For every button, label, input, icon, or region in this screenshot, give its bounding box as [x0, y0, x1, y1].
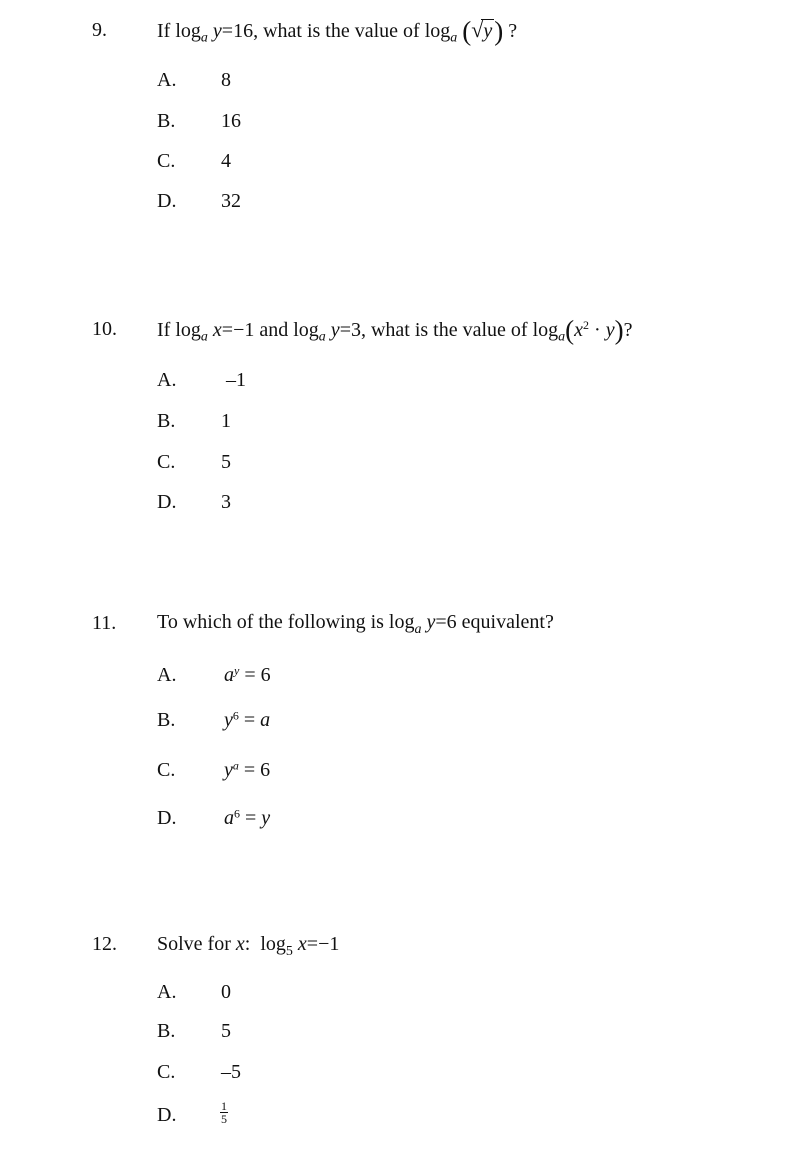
q10-choice-b-value: 1: [221, 410, 231, 432]
q9-choice-c-value: 4: [221, 150, 231, 172]
q10-choice-d-value: 3: [221, 491, 231, 513]
q12-choice-b-label[interactable]: B.: [157, 1020, 176, 1042]
q11-choice-d-value: $a^6 = y$: [224, 806, 271, 829]
q10-choice-b-label[interactable]: B.: [157, 410, 176, 432]
question-10-stem: If $\log_a x=-1$ and $\log_a y=3$, what is the value of $\log_a(x^2 \cdot y)$?: [157, 315, 633, 345]
q12-choice-a-value: 0: [221, 981, 231, 1003]
question-10-number: 10.: [92, 318, 117, 340]
question-11-stem: To which of the following is $\log_a y=6$ equivalent?: [157, 611, 554, 637]
q9-choice-b-value: 16: [221, 110, 241, 132]
q11-choice-a-value: $a^y = 6$: [224, 663, 271, 686]
q10-choice-a-value: –1: [226, 369, 246, 391]
q11-choice-b-label[interactable]: B.: [157, 709, 176, 731]
q9-choice-a-value: 8: [221, 69, 231, 91]
q12-choice-d-value: [220, 1100, 228, 1125]
q12-choice-c-value: –5: [221, 1061, 241, 1083]
q12-choice-a-label[interactable]: A.: [157, 981, 177, 1003]
q11-choice-d-label[interactable]: D.: [157, 807, 177, 829]
question-9-stem: If $\log_a y=16$, what is the value of $\log_a (√y)$ ?: [157, 16, 518, 46]
q9-choice-c-label[interactable]: C.: [157, 150, 176, 172]
q9-choice-d-label[interactable]: D.: [157, 190, 177, 212]
question-11-number: 11.: [92, 612, 117, 634]
question-12-stem: Solve for x: $\log_5 x=-1$: [157, 933, 340, 959]
q9-choice-b-label[interactable]: B.: [157, 110, 176, 132]
question-12-number: 12.: [92, 933, 117, 955]
q10-choice-c-label[interactable]: C.: [157, 451, 176, 473]
q9-choice-d-value: 32: [221, 190, 241, 212]
q10-choice-d-label[interactable]: D.: [157, 491, 177, 513]
q11-choice-c-value: $y^a = 6$: [224, 758, 271, 781]
question-9-number: 9.: [92, 19, 107, 41]
q11-choice-c-label[interactable]: C.: [157, 759, 176, 781]
q10-choice-c-value: 5: [221, 451, 231, 473]
q12-choice-b-value: 5: [221, 1020, 231, 1042]
q12-choice-d-label[interactable]: D.: [157, 1104, 177, 1126]
fraction: $\frac{1}{5}$: [221, 1099, 227, 1126]
q9-choice-a-label[interactable]: A.: [157, 69, 177, 91]
q11-choice-b-value: $y^6 = a$: [224, 708, 271, 731]
q11-choice-a-label[interactable]: A.: [157, 664, 177, 686]
q10-choice-a-label[interactable]: A.: [157, 369, 177, 391]
q12-choice-c-label[interactable]: C.: [157, 1061, 176, 1083]
sqrt-expression: √y: [471, 16, 493, 42]
